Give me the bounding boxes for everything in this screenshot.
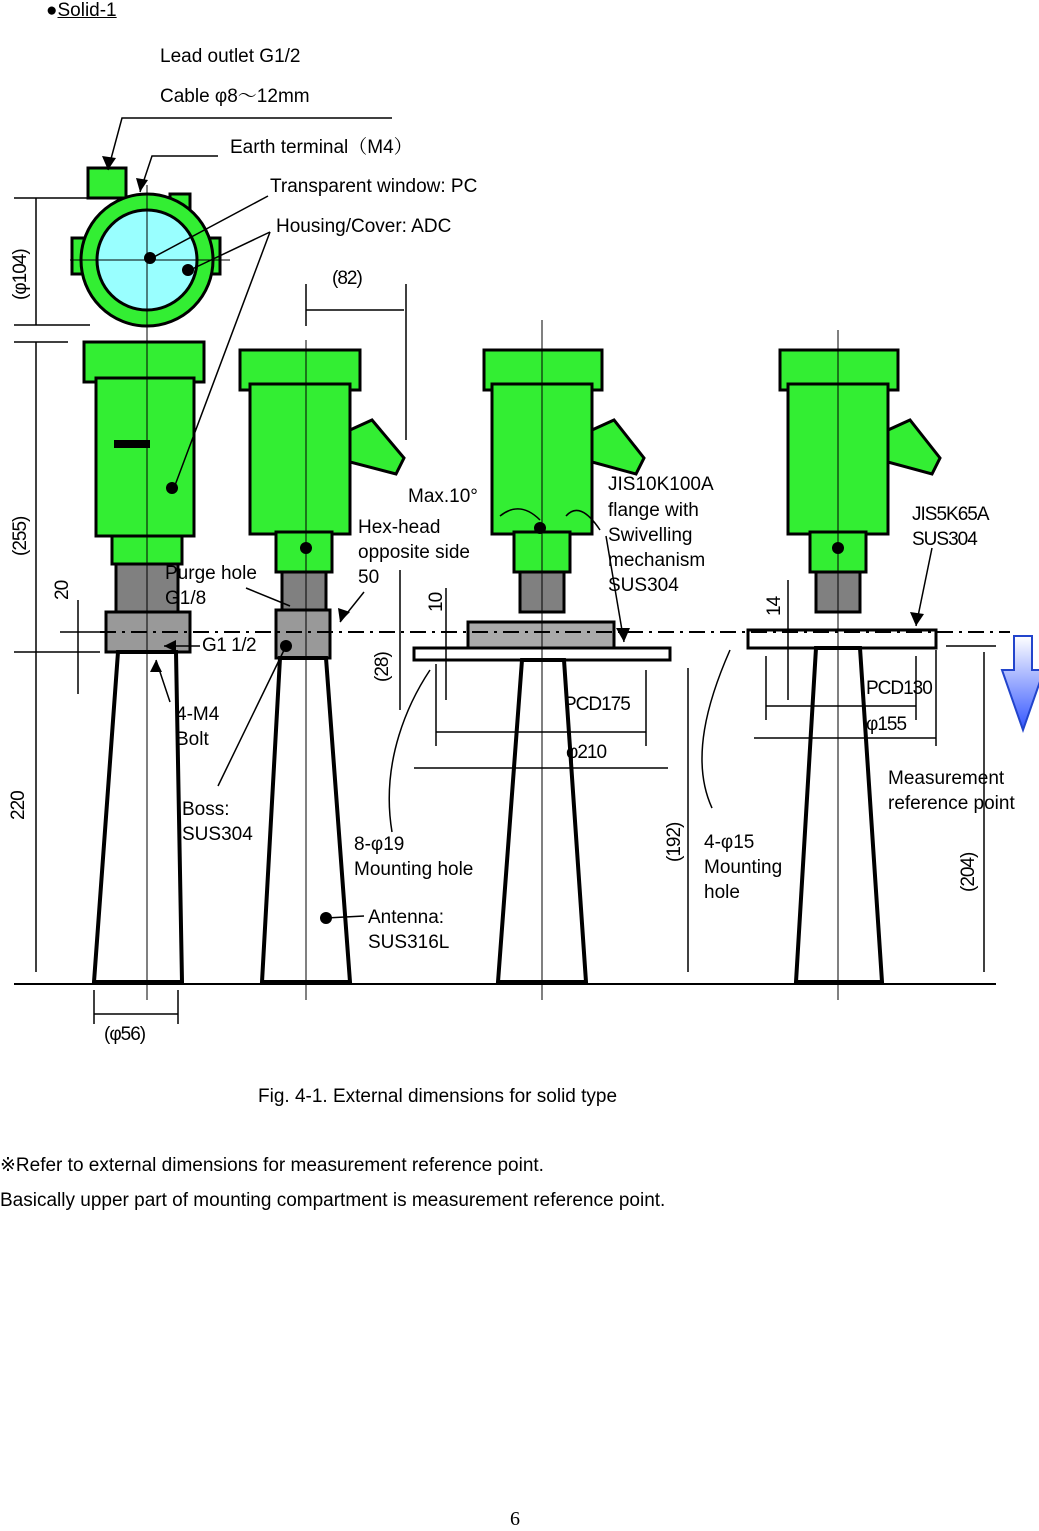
jis10-label-4: mechanism: [608, 550, 706, 571]
instrument-3: [414, 320, 670, 1000]
jis5-label-2: SUS304: [912, 529, 977, 550]
mount4-label-3: hole: [704, 882, 740, 903]
section-label-text: Solid-1: [57, 0, 117, 21]
antenna-label-2: SUS316L: [368, 932, 450, 953]
housing-label: Housing/Cover: ADC: [276, 216, 452, 237]
purge-label-1: Purge hole: [165, 563, 257, 584]
dim-phi210: φ210: [566, 742, 607, 763]
mount8-label-2: Mounting hole: [354, 859, 474, 880]
section-label: [46, 0, 117, 22]
note-line-2: Basically upper part of mounting compartment is measurement reference point.: [0, 1190, 666, 1211]
jis5-label-1: JIS5K65A: [912, 504, 989, 525]
jis10-label-3: Swivelling: [608, 525, 693, 546]
dim-pcd130: PCD130: [866, 678, 932, 699]
jis10-label-1: JIS10K100A: [608, 474, 714, 495]
jis10-label-5: SUS304: [608, 575, 679, 596]
instrument-4: [748, 330, 940, 1000]
cable-label: Cable φ8～12mm: [160, 86, 310, 107]
hex-head-label-3: 50: [358, 567, 380, 588]
purge-label-2: G1/8: [165, 588, 207, 609]
bolt-label-1: 4-M4: [176, 704, 220, 725]
down-arrow-icon: [1002, 636, 1039, 730]
mount4-label-2: Mounting: [704, 857, 783, 878]
dim-28: (28): [372, 652, 393, 682]
boss-label-1: Boss:: [182, 799, 230, 820]
measurement-label-2: reference point: [888, 793, 1015, 814]
boss-label-2: SUS304: [182, 824, 253, 845]
dim-phi56: (φ56): [104, 1024, 146, 1045]
dim-255: (255): [10, 516, 31, 556]
dim-10: 10: [426, 592, 447, 612]
bullet-icon: ●: [46, 0, 58, 21]
dim-pcd175: PCD175: [564, 694, 630, 715]
hex-head-label-2: opposite side: [358, 542, 470, 563]
antenna-label-1: Antenna:: [368, 907, 445, 928]
dim-204: (204): [958, 852, 979, 892]
dim-82: (82): [332, 268, 362, 289]
mount8-label-1: 8-φ19: [354, 834, 405, 855]
note-line-1: ※Refer to external dimensions for measurement reference point.: [0, 1155, 544, 1176]
dim-220: 220: [8, 791, 29, 820]
lead-outlet-label: Lead outlet G1/2: [160, 46, 301, 67]
top-view-housing: [70, 168, 230, 330]
measurement-label-1: Measurement: [888, 768, 1005, 789]
page-number: 6: [510, 1508, 520, 1530]
jis10-label-2: flange with: [608, 500, 699, 521]
dim-14: 14: [764, 596, 785, 616]
dim-phi155: φ155: [866, 714, 907, 735]
mount4-label-1: 4-φ15: [704, 832, 755, 853]
dim-phi104: (φ104): [10, 249, 31, 300]
dim-192: (192): [664, 822, 685, 862]
hex-head-label-1: Hex-head: [358, 517, 441, 538]
thread-label: G1 1/2: [202, 635, 257, 656]
earth-terminal-label: Earth terminal（M4）: [230, 137, 413, 158]
bolt-label-2: Bolt: [176, 729, 209, 750]
max-angle-label: Max.10°: [408, 486, 478, 507]
figure-caption: Fig. 4-1. External dimensions for solid type: [258, 1086, 618, 1107]
window-label: Transparent window: PC: [270, 176, 478, 197]
dim-20: 20: [52, 580, 73, 600]
